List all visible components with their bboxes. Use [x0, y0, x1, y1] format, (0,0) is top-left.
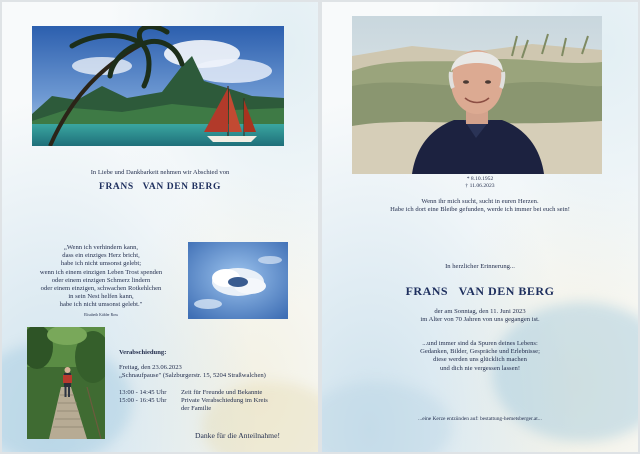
portrait-photo [352, 16, 602, 174]
farewell-heading: Verabschiedung: [119, 349, 167, 356]
poem-line: wenn ich einem einzigen Leben Trost spenden [39, 268, 163, 276]
poem-line: habe ich nicht umsonst gelebt." [59, 301, 143, 309]
schedule-text: der Familie [181, 405, 212, 413]
farewell-date: Freitag, den 23.06.2023 [119, 364, 182, 372]
farewell-details [119, 349, 309, 413]
name-first: FRANS [405, 284, 449, 298]
poem-line: in sein Nest helfen kann, [68, 293, 134, 301]
name-last: VAN DEN BERG [142, 182, 221, 192]
quote-line: Habe ich dort eine Bleibe gefunden, werde ich immer bei euch sein! [390, 206, 570, 214]
schedule-time: 13:00 - 14:45 Uhr [119, 388, 167, 396]
death-date: † 11.06.2023 [465, 183, 495, 189]
memorial-quote [322, 198, 638, 214]
poem [26, 244, 176, 318]
birth-date: * 8.10.1952 [466, 176, 494, 182]
schedule-row [119, 389, 309, 397]
schedule-row [119, 397, 309, 405]
right-page [322, 2, 638, 452]
deceased-name [322, 284, 638, 299]
sky-clouds-photo [188, 242, 288, 319]
death-notice [322, 308, 638, 324]
closing-line: diese werden uns glücklich machen [433, 356, 527, 364]
death-line: im Alter von 70 Jahren von uns gegangen ist. [420, 316, 540, 324]
quote-line: Wenn ihr mich sucht, sucht in euren Herzen. [421, 198, 539, 205]
schedule-text: Private Verabschiedung im Kreis [181, 396, 268, 404]
tropical-lagoon-photo [32, 26, 284, 146]
schedule-time [119, 405, 181, 413]
poem-line: oder einem einzigen, schwachen Rotkehlchen [40, 285, 162, 293]
poem-author: Elisabeth Kübler Ross [84, 312, 118, 317]
name-last: VAN DEN BERG [458, 284, 555, 298]
farewell-place: „Schnaufpause" (Salzburgerstr. 15, 5204 Straßwalchen) [119, 372, 266, 380]
closing-line: Gedanken, Bilder, Gespräche und Erlebnisse; [420, 348, 540, 356]
schedule-text: Zeit für Freunde und Bekannte [181, 388, 263, 396]
left-page [2, 2, 318, 452]
candle-note: ...eine Kerze entzünden auf: bestattung-hemetsberger.at... [418, 416, 542, 422]
memory-intro: In herzlicher Erinnerung... [445, 263, 515, 270]
death-line: der am Sonntag, den 11. Juni 2023 [434, 308, 526, 315]
forest-walk-photo [27, 327, 105, 439]
schedule-time: 15:00 - 16:45 Uhr [119, 396, 167, 404]
name-first: FRANS [99, 182, 134, 192]
deceased-name [2, 182, 318, 192]
poem-line: „Wenn ich verhindern kann, [63, 244, 139, 251]
closing-line: ...und immer sind da Spuren deines Lebens: [422, 340, 538, 347]
poem-line: oder einem einzigen Schmerz lindern [51, 276, 151, 284]
thanks-text: Danke für die Anteilnahme! [195, 431, 280, 440]
closing-line: und dich nie vergessen lassen! [439, 364, 521, 372]
poem-line: dass ein einziges Herz bricht, [62, 252, 140, 260]
life-dates [322, 176, 638, 190]
schedule-row [119, 405, 309, 413]
intro-text: In Liebe und Dankbarkeit nehmen wir Abschied von [90, 169, 230, 176]
closing-verse [322, 340, 638, 373]
poem-line: habe ich nicht umsonst gelebt; [60, 260, 142, 268]
